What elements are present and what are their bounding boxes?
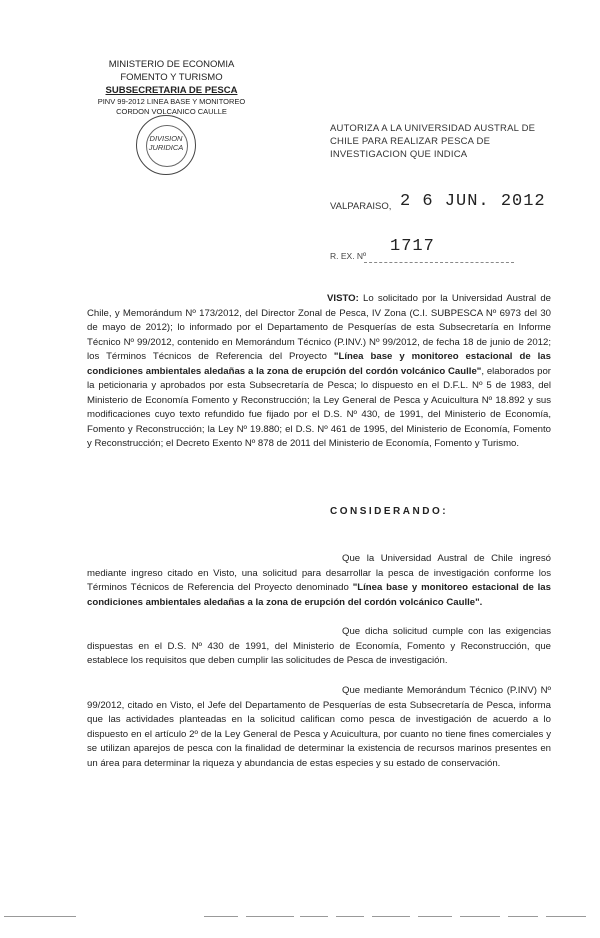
footer-line — [204, 916, 238, 917]
p1-project-title: "Línea base y monitoreo estacional de las condiciones ambientales aledañas a la zona de erupción del cordón volcánico Caulle". — [87, 582, 551, 608]
footer-lines — [0, 912, 600, 922]
ministry-name: MINISTERIO DE ECONOMIA — [108, 59, 235, 70]
resolution-line — [330, 237, 550, 265]
footer-line — [508, 916, 538, 917]
footer-line — [546, 916, 586, 917]
visto-text-2: , elaborados por la peticionaria y aprobados por esta Subsecretaría de Pesca; lo dispuesto en el D.F.L. Nº 5 de 1983, del Ministerio de Economía Fomento y Reconstrucción; la Ley General de Pesca y Acuicultura Nº 18.892 y sus modificaciones cuyo texto refundido fue fijado por el D.S. Nº 430, de 1991, del Ministerio de Economía, Fomento y Reconstrucción; la Ley Nº 19.880; el D.S. Nº 461 de 1995, del Ministerio de Economía, Fomento y Reconstrucción; el Decreto Exento Nº 878 de 2011 del Ministerio de Economía, Fomento y Turismo. — [87, 365, 551, 449]
date-line — [330, 192, 580, 216]
visto-project-title: "Línea base y monitoreo estacional de las condiciones ambientales aledañas a la zona de erupción del cordón volcánico Caulle" — [87, 351, 551, 377]
footer-line — [246, 916, 294, 917]
considerando-paragraph-2: Que dicha solicitud cumple con las exigencias dispuestas en el D.S. Nº 430 de 1991, del Ministerio de Economía, Fomento y Reconstrucción, que establece los requisitos que deben cumplir las solicitudes de Pesca de investigación. — [87, 626, 551, 666]
footer-line — [300, 916, 328, 917]
resolution-underline — [364, 262, 514, 263]
stamp-text — [137, 134, 195, 152]
resolution-label: R. EX. Nº — [330, 251, 367, 261]
city: VALPARAISO, — [330, 201, 392, 212]
footer-line — [460, 916, 500, 917]
p1-text: Que la Universidad Austral de Chile ingresó mediante ingreso citado en Visto, una solicitud para desarrollar la pesca de investigación conforme los Términos Técnicos de Referencia del Proyecto denominado — [87, 553, 551, 593]
subsecretaria-name: SUBSECRETARIA DE PESCA — [105, 85, 238, 96]
footer-line — [372, 916, 410, 917]
resolution-number: 1717 — [390, 237, 435, 256]
considerando-paragraph-3: Que mediante Memorándum Técnico (P.INV) Nº 99/2012, citado en Visto, el Jefe del Departamento de Pesquerías de esta Subsecretaría de Pesca, informa que las actividades planteadas en la solicitud califican como pesca de investigación de acuerdo a lo dispuesto en el artículo 2º de la Ley General de Pesca y Acuicultura, por cuanto no tiene fines comerciales y se utilizan aparejos de pesca con la finalidad de determinar la existencia de recursos marinos presentes en un área para determinar la riqueza y abundancia de estas especies y su estado de conservación. — [87, 685, 551, 769]
stamp-line-2: JURIDICA — [148, 143, 184, 152]
ministry-header — [84, 58, 259, 117]
visto-text-1: Lo solicitado por la Universidad Austral de Chile, y Memorándum Nº 173/2012, del Director Zonal de Pesca, IV Zona (C.I. SUBPESCA Nº 6973 del 30 de mayo de 2012); lo informado por el Departamento de Pesquerías de esta Subsecretaría en Informe Técnico Nº 99/2012, contenido en Memorándum Técnico (P.INV.) Nº 99/2012, de fecha 18 de junio de 2012; los Términos Técnicos de Referencia del Proyecto — [87, 293, 551, 362]
stamp-line-1: DIVISION — [149, 134, 183, 143]
division-juridica-stamp — [136, 115, 196, 175]
visto-label: VISTO: — [327, 293, 359, 304]
considerando-paragraph-1 — [87, 552, 551, 610]
project-area: CORDON VOLCANICO CAULLE — [116, 107, 227, 116]
footer-line — [4, 916, 76, 917]
ministry-subtitle: FOMENTO Y TURISMO — [120, 72, 223, 83]
document-subject: AUTORIZA A LA UNIVERSIDAD AUSTRAL DE CHILE PARA REALIZAR PESCA DE INVESTIGACION QUE INDICA — [330, 123, 536, 160]
date-stamp: 2 6 JUN. 2012 — [400, 192, 546, 211]
project-code: PINV 99-2012 LINEA BASE Y MONITOREO — [97, 97, 246, 106]
footer-line — [336, 916, 364, 917]
visto-paragraph — [87, 292, 551, 452]
considerando-heading: CONSIDERANDO: — [330, 506, 449, 517]
footer-line — [418, 916, 452, 917]
